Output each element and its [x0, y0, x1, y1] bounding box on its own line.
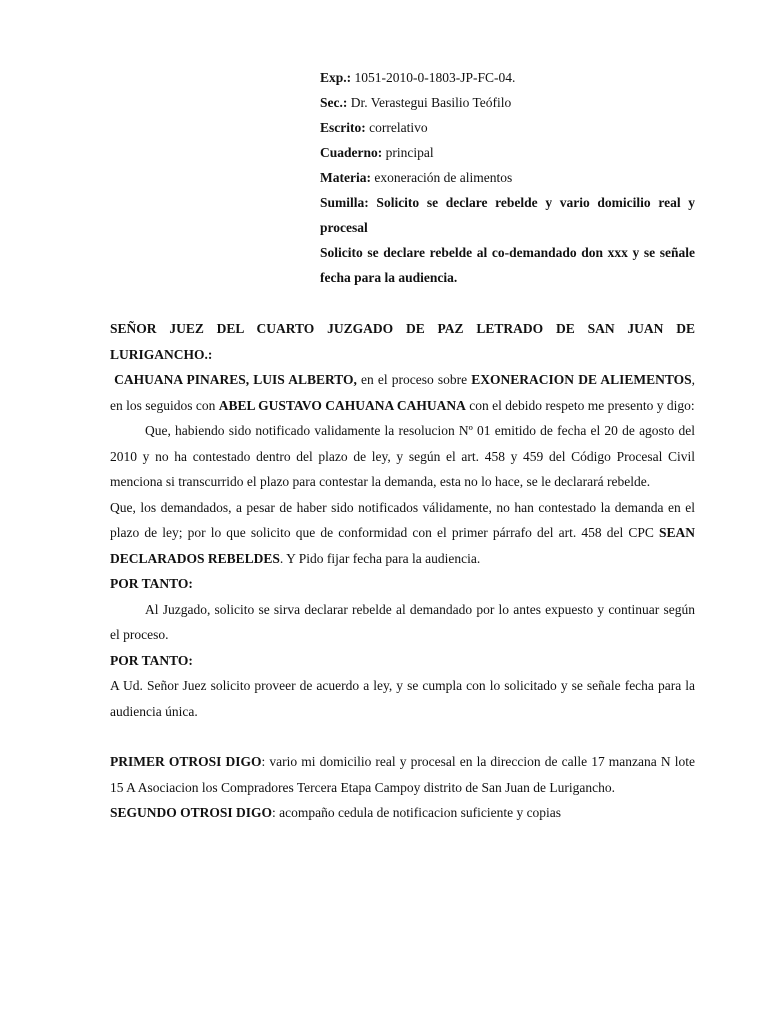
intro-paragraph: [110, 367, 695, 418]
primer-otrosi-label: PRIMER OTROSI DIGO: [110, 754, 262, 769]
sec-value: Dr. Verastegui Basilio Teófilo: [350, 95, 512, 110]
addressee: SEÑOR JUEZ DEL CUARTO JUZGADO DE PAZ LETRADO DE SAN JUAN DE LURIGANCHO.:: [110, 321, 695, 362]
intro-text-2: , en los seguidos con: [110, 372, 695, 413]
sec-line: [320, 90, 695, 115]
paragraph-2-text-1: Que, los demandados, a pesar de haber sido notificados válidamente, no han contestado la demanda en el plazo de ley; por lo que solicito que de conformidad con el primer párrafo del art. 458 del CPC: [110, 499, 695, 540]
defendant-name: ABEL GUSTAVO CAHUANA CAHUANA: [218, 397, 466, 413]
sec-label: Sec.:: [320, 95, 348, 110]
materia-value: exoneración de alimentos: [374, 170, 513, 185]
escrito-label: Escrito:: [320, 120, 366, 135]
materia-line: [320, 165, 695, 190]
por-tanto-heading-2: POR TANTO:: [110, 652, 193, 668]
paragraph-1: Que, habiendo sido notificado validamente la resolucion Nº 01 emitido de fecha el 20 de agosto del 2010 y no ha contestado dentro del plazo de ley, y según el art. 458 y 459 del Código Procesal Civil menciona si transcurrido el plazo para contestar la demanda, esta no lo hace, se le declarará rebelde.: [110, 423, 695, 489]
escrito-line: [320, 115, 695, 140]
plaintiff-name: CAHUANA PINARES, LUIS ALBERTO,: [114, 372, 357, 387]
escrito-value: correlativo: [369, 120, 428, 135]
por-tanto-heading-1: POR TANTO:: [110, 576, 193, 591]
document-body: [110, 316, 695, 826]
paragraph-4: A Ud. Señor Juez solicito proveer de acuerdo a ley, y se cumpla con lo solicitado y se señale fecha para la audiencia única.: [110, 678, 695, 719]
intro-text-3: con el debido respeto me presento y digo:: [469, 397, 695, 413]
primer-otrosi-text: : vario mi domicilio real y procesal en la direccion de calle 17 manzana N lote 15 A Asociacion los Compradores Tercera Etapa Campoy distrito de San Juan de Lurigancho.: [110, 754, 695, 795]
cuaderno-label: Cuaderno:: [320, 145, 383, 160]
paragraph-3: Al Juzgado, solicito se sirva declarar rebelde al demandado por lo antes expuesto y continuar según el proceso.: [110, 601, 695, 642]
paragraph-2-bold: SEAN DECLARADOS REBELDES: [110, 525, 695, 566]
primer-otrosi: [110, 749, 695, 800]
exp-line: [320, 65, 695, 90]
sumilla-line: Sumilla: Solicito se declare rebelde y vario domicilio real y procesal: [320, 195, 695, 235]
spacer: [110, 724, 695, 749]
cuaderno-value: principal: [385, 145, 434, 160]
paragraph-2-text-2: . Y Pido fijar fecha para la audiencia.: [279, 550, 481, 566]
intro-text-1: en el proceso sobre: [361, 372, 468, 387]
materia-label: Materia:: [320, 170, 371, 185]
case-header: [320, 65, 695, 290]
paragraph-2: [110, 495, 695, 572]
segundo-otrosi-text: : acompaño cedula de notificacion suficiente y copias: [272, 805, 562, 820]
exp-label: Exp.:: [320, 70, 352, 85]
exp-value: 1051-2010-0-1803-JP-FC-04.: [354, 70, 516, 85]
sumilla-request: Solicito se declare rebelde al co-demandado don xxx y se señale fecha para la audiencia.: [320, 245, 695, 285]
cuaderno-line: [320, 140, 695, 165]
segundo-otrosi-label: SEGUNDO OTROSI DIGO: [110, 805, 273, 820]
segundo-otrosi: [110, 800, 695, 826]
process-name: EXONERACION DE ALIEMENTOS: [471, 372, 692, 387]
